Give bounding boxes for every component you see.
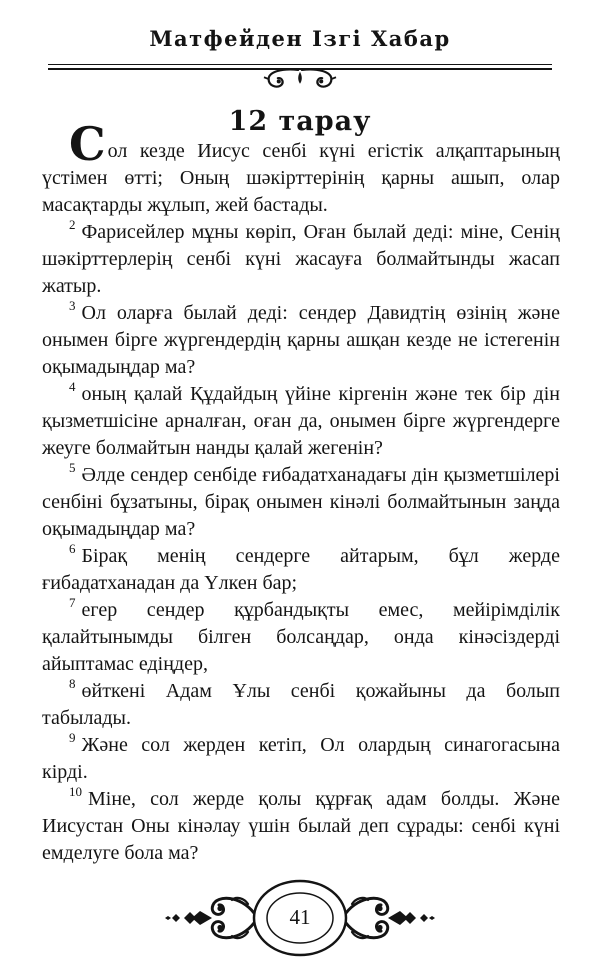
chapter-title: 12 тарау (228, 106, 372, 137)
verse-number: 5 (69, 460, 76, 476)
scroll-flourish-icon (225, 68, 375, 92)
verse-text: Міне, сол жерде қолы құрғақ адам болды. Және Иисустан Оны кінәлау үшін былай деп сұрады: сенбі күні емделуге бола ма? (42, 788, 560, 864)
verse-text: Бірақ менің сендерге айтарым, бұл жерде ғибадатханадан да Үлкен бар; (42, 545, 560, 594)
verse-number: 3 (69, 298, 76, 314)
verse-10 (42, 786, 560, 867)
page-number: 41 (289, 905, 311, 929)
verse-text: егер сендер құрбандықты емес, мейірімділік қалайтынымды білген болсаңдар, онда кінәсіздерді айыптамас едіңдер, (42, 599, 560, 675)
verse-text: Фарисейлер мұны көріп, Оған былай деді: міне, Сенің шәкірттерлерің сенбі күні жасауға болмайтынды жасап жатыр. (42, 221, 560, 297)
verse-number: 6 (69, 541, 76, 557)
verse-4 (42, 381, 560, 462)
verse-text: ол кезде Иисус сенбі күні егістік алқаптарының үстімен өтті; Оның шәкірттерінің қарны ашып, олар масақтарды жұлып, жей бастады. (42, 140, 560, 216)
verse-2 (42, 219, 560, 300)
verse-text: Әлде сендер сенбіде ғибадатханадағы дін қызметшілері сенбіні бұзатыны, бірақ онымен кінәлі болмайтынын заңда оқымадыңдар ма? (42, 464, 560, 540)
running-head: Матфейден Ізгі Хабар (149, 26, 451, 51)
header-flourish-ornament (0, 68, 600, 92)
verse-number: 10 (69, 784, 82, 800)
verse-text: өйткені Адам Ұлы сенбі қожайыны да болып табылады. (42, 680, 560, 729)
verse-3 (42, 300, 560, 381)
verse-text: Ол оларға былай деді: сендер Давидтің өзінің және онымен бірге жүргендердің қарны ашқан кезде не істегенін оқымадыңдар ма? (42, 302, 560, 378)
verse-7 (42, 597, 560, 678)
verse-text: оның қалай Құдайдың үйіне кіргенін және тек бір дін қызметшісіне арналған, оған да, онымен бірге жүргендерге жеуге болмайтын нанды қалай жегенін? (42, 383, 560, 459)
verse-number: 9 (69, 730, 76, 746)
verse-8 (42, 678, 560, 732)
footer-ornament (160, 874, 440, 962)
verse-number: 8 (69, 676, 76, 692)
page-footer (0, 874, 600, 962)
verse-text: Және сол жерден кетіп, Ол олардың синагогасына кірді. (42, 734, 560, 783)
verse-9 (42, 732, 560, 786)
drop-cap: С (69, 117, 106, 171)
verse-6 (42, 543, 560, 597)
verse-5 (42, 462, 560, 543)
verse-number: 4 (69, 379, 76, 395)
verse-number: 2 (69, 217, 76, 233)
verse-number: 7 (69, 595, 76, 611)
